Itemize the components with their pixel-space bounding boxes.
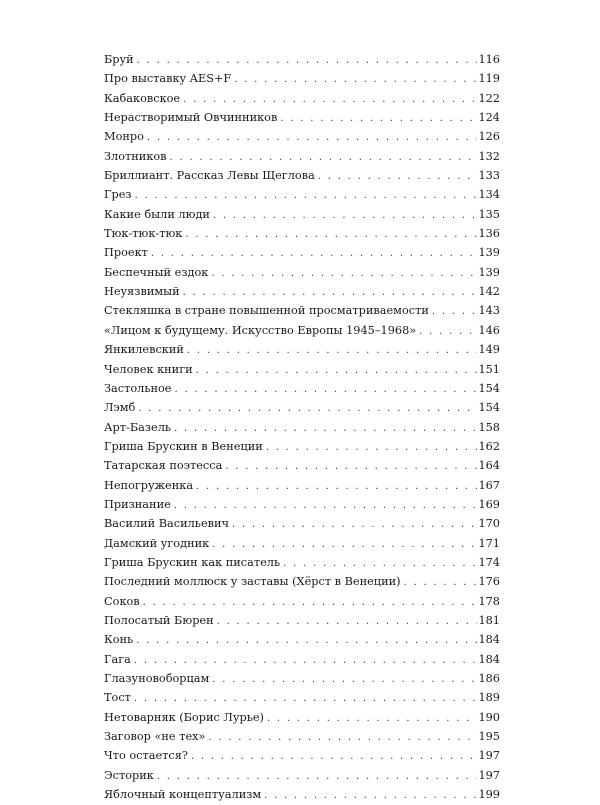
toc-entry-title: Гриша Брускин как писатель (104, 555, 281, 569)
toc-entry (104, 282, 500, 301)
toc-entry (104, 785, 500, 804)
toc-entry-page-number: 122 (478, 91, 500, 105)
toc-entry-page-number: 136 (478, 227, 500, 241)
toc-entry (104, 108, 500, 127)
toc-entry (104, 437, 500, 456)
toc-entry (104, 553, 500, 572)
toc-entry (104, 630, 500, 649)
table-of-contents (104, 50, 500, 804)
toc-entry-title: Монро (104, 130, 144, 144)
toc-entry-page-number: 146 (478, 323, 500, 337)
dot-leader (264, 786, 477, 805)
toc-entry (104, 340, 500, 359)
toc-entry-title: Тост (104, 691, 131, 705)
dot-leader (432, 302, 478, 321)
toc-entry-title: Признание (104, 497, 171, 511)
dot-leader (143, 593, 478, 612)
toc-entry (104, 514, 500, 533)
toc-entry-title: Конь (104, 633, 134, 647)
toc-entry-page-number: 169 (478, 497, 500, 511)
toc-entry-page-number: 186 (478, 672, 500, 685)
dot-leader (212, 670, 477, 689)
toc-entry-title: Злотников (104, 149, 167, 163)
toc-entry-title: Гриша Брускин в Венеции (104, 439, 263, 453)
toc-entry-page-number: 154 (478, 381, 500, 395)
toc-entry-page-number: 176 (478, 575, 500, 589)
dot-leader (217, 612, 478, 631)
toc-entry-page-number: 132 (478, 149, 500, 163)
dot-leader (283, 554, 477, 573)
toc-entry-page-number: 164 (478, 459, 500, 473)
toc-entry (104, 89, 500, 108)
toc-entry-title: Бруй (104, 53, 134, 66)
dot-leader (267, 709, 477, 728)
toc-entry (104, 127, 500, 146)
dot-leader (318, 167, 478, 186)
toc-entry-title: Про выставку AES+F (104, 72, 232, 86)
dot-leader (419, 322, 477, 341)
toc-entry-page-number: 174 (478, 555, 500, 569)
toc-entry-page-number: 135 (478, 207, 500, 221)
toc-entry-page-number: 139 (478, 265, 500, 279)
toc-entry-page-number: 162 (478, 439, 500, 453)
toc-entry-page-number: 184 (478, 633, 500, 647)
toc-entry-page-number: 151 (478, 362, 500, 376)
dot-leader (157, 767, 478, 786)
toc-entry (104, 650, 500, 669)
toc-entry (104, 708, 500, 727)
toc-entry-page-number: 143 (478, 304, 500, 318)
dot-leader (183, 283, 478, 302)
toc-entry-page-number: 178 (478, 594, 500, 608)
dot-leader (136, 631, 477, 650)
dot-leader (211, 264, 477, 283)
toc-entry-page-number: 189 (478, 691, 500, 705)
toc-entry-title: Заговор «не тех» (104, 730, 206, 744)
dot-leader (135, 186, 478, 205)
toc-entry-title: Стекляшка в стране повышенной просматриваемости (104, 304, 429, 318)
toc-entry-title: Лэмб (104, 401, 136, 415)
toc-entry (104, 495, 500, 514)
toc-entry-page-number: 126 (478, 130, 500, 144)
toc-entry-title: Бриллиант. Рассказ Левы Щеглова (104, 169, 315, 183)
toc-entry (104, 301, 500, 320)
toc-entry (104, 398, 500, 417)
dot-leader (196, 361, 478, 380)
dot-leader (134, 689, 478, 708)
toc-entry (104, 360, 500, 379)
toc-entry-title: Гага (104, 652, 131, 666)
toc-entry-title: Человек книги (104, 362, 193, 376)
toc-entry (104, 50, 500, 69)
toc-entry-title: Беспечный ездок (104, 265, 209, 279)
toc-entry (104, 456, 500, 475)
dot-leader (174, 419, 477, 438)
toc-entry-page-number: 119 (478, 72, 500, 86)
dot-leader (137, 51, 478, 70)
dot-leader (185, 225, 477, 244)
toc-entry (104, 166, 500, 185)
toc-entry-page-number: 139 (478, 246, 500, 260)
toc-entry-page-number: 197 (478, 768, 500, 782)
toc-entry-title: Кабаковское (104, 91, 181, 105)
toc-entry (104, 669, 500, 688)
toc-entry-title: Яблочный концептуализм (104, 788, 262, 802)
dot-leader (212, 535, 477, 554)
toc-entry (104, 205, 500, 224)
dot-leader (151, 244, 478, 263)
toc-entry-page-number: 154 (478, 401, 500, 415)
toc-entry-page-number: 133 (478, 169, 500, 183)
toc-entry-page-number: 158 (478, 420, 500, 434)
toc-entry-page-number: 195 (478, 730, 500, 744)
dot-leader (174, 496, 478, 515)
toc-entry-page-number: 170 (478, 517, 500, 531)
toc-entry-title: Последний моллюск у заставы (Хёрст в Венеции) (104, 575, 401, 589)
toc-entry-page-number: 190 (478, 710, 500, 724)
toc-entry-page-number: 149 (478, 343, 500, 357)
toc-entry-page-number: 167 (478, 478, 500, 492)
toc-entry-title: Дамский угодник (104, 536, 210, 550)
toc-entry (104, 688, 500, 707)
toc-entry-title: Застольное (104, 381, 172, 395)
toc-entry-title: Эсторик (104, 768, 154, 782)
toc-entry-page-number: 197 (478, 749, 500, 763)
toc-entry-title: «Лицом к будущему. Искусство Европы 1945–1968» (104, 323, 417, 337)
dot-leader (183, 90, 477, 109)
dot-leader (232, 515, 477, 534)
toc-entry (104, 418, 500, 437)
toc-entry (104, 572, 500, 591)
dot-leader (208, 728, 477, 747)
toc-entry-title: Какие были люди (104, 207, 210, 221)
toc-entry-title: Нетоварняк (Борис Лурье) (104, 710, 264, 724)
toc-entry (104, 476, 500, 495)
toc-entry-title: Янкилевский (104, 343, 184, 357)
dot-leader (225, 457, 477, 476)
toc-entry-title: Глазуновоборцам (104, 672, 210, 685)
dot-leader (147, 128, 478, 147)
toc-entry (104, 243, 500, 262)
dot-leader (175, 380, 478, 399)
toc-entry-title: Неуязвимый (104, 285, 180, 299)
dot-leader (266, 438, 478, 457)
toc-entry-title: Арт-Базель (104, 420, 172, 434)
toc-entry (104, 69, 500, 88)
dot-leader (196, 477, 477, 496)
dot-leader (191, 747, 478, 766)
toc-entry-page-number: 171 (478, 536, 500, 550)
toc-entry-title: Проект (104, 246, 148, 260)
toc-entry (104, 185, 500, 204)
toc-entry (104, 727, 500, 746)
toc-entry-page-number: 124 (478, 111, 500, 125)
dot-leader (280, 109, 477, 128)
dot-leader (213, 206, 478, 225)
dot-leader (138, 399, 477, 418)
toc-entry-title: Тюк-тюк-тюк (104, 227, 183, 241)
toc-entry (104, 766, 500, 785)
toc-entry (104, 147, 500, 166)
toc-entry-title: Непогруженка (104, 478, 194, 492)
toc-entry (104, 379, 500, 398)
toc-entry-title: Соков (104, 594, 140, 608)
dot-leader (404, 573, 478, 592)
toc-entry-page-number: 199 (478, 788, 500, 802)
toc-entry-title: Татарская поэтесса (104, 459, 223, 473)
toc-entry (104, 592, 500, 611)
toc-entry-title: Нерастворимый Овчинников (104, 111, 278, 125)
toc-entry (104, 224, 500, 243)
toc-entry (104, 263, 500, 282)
dot-leader (170, 148, 478, 167)
toc-entry-title: Полосатый Бюрен (104, 613, 214, 627)
toc-entry-page-number: 116 (478, 53, 500, 66)
toc-entry-title: Грез (104, 188, 132, 202)
toc-entry-page-number: 134 (478, 188, 500, 202)
toc-entry-title: Что остается? (104, 749, 188, 763)
toc-entry-title: Василий Васильевич (104, 517, 229, 531)
dot-leader (134, 651, 478, 670)
dot-leader (187, 341, 478, 360)
toc-entry (104, 611, 500, 630)
toc-entry-page-number: 181 (478, 613, 500, 627)
toc-entry (104, 534, 500, 553)
toc-entry-page-number: 184 (478, 652, 500, 666)
toc-entry (104, 321, 500, 340)
toc-entry (104, 746, 500, 765)
toc-entry-page-number: 142 (478, 285, 500, 299)
dot-leader (234, 70, 477, 89)
